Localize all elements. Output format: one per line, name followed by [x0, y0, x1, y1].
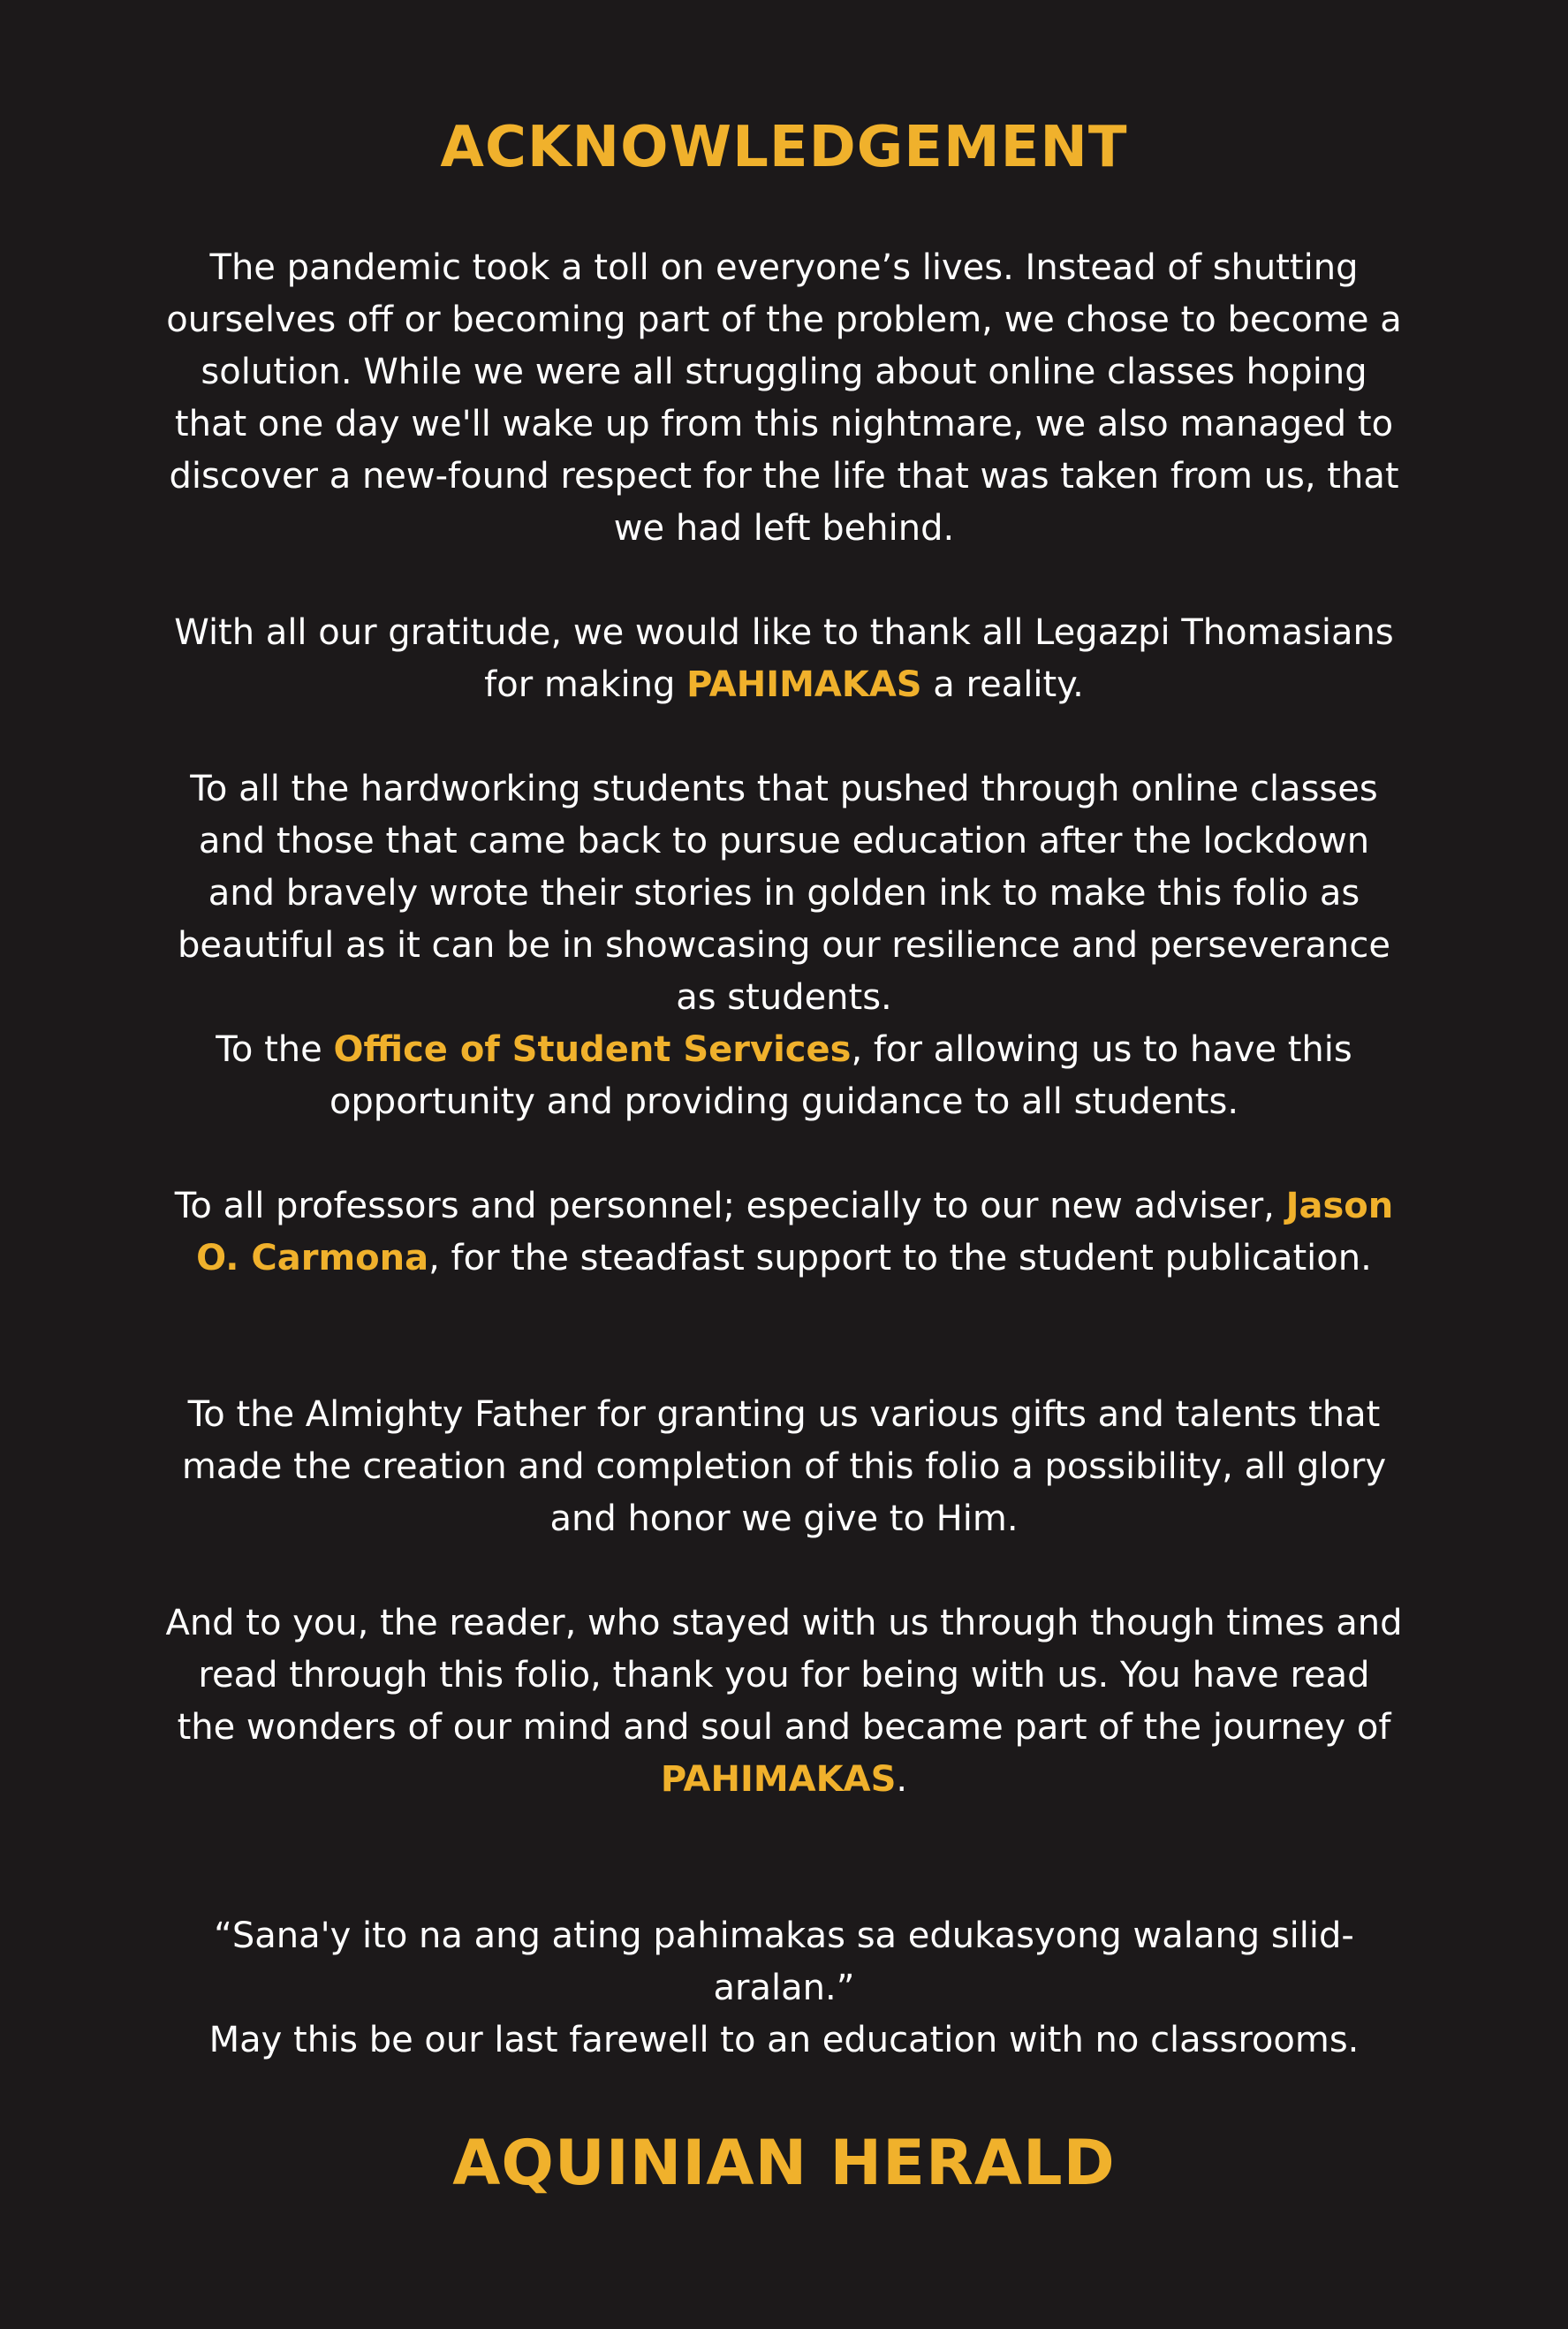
paragraph-students	[165, 763, 1403, 1024]
highlight-adviser-name: Jason O. Carmona	[196, 1186, 1394, 1278]
paragraph-text: The pandemic took a toll on everyone’s lives. Instead of shutting ourselves off or becoming part of the problem, we chose to become a solution. While we were all struggling about online classes hoping that one day we'll wake up from this nightmare, we also managed to discover a new-found respect for the life that was taken from us, that we had left behind.	[166, 247, 1402, 549]
paragraph-text: To all the hardworking students that pushed through online classes and those that came back to pursue education after the lockdown and bravely wrote their stories in golden ink to make this folio as beautiful as it can be in showcasing our resilience and perseverance as students.	[178, 769, 1390, 1018]
paragraph-pandemic	[165, 242, 1403, 555]
paragraph-text: , for allowing us to have this opportunity and providing guidance to all students.	[329, 1029, 1352, 1122]
paragraph-gratitude	[165, 607, 1403, 711]
paragraph-text: a reality.	[921, 664, 1084, 705]
paragraph-text: To the	[216, 1029, 334, 1070]
paragraph-text: And to you, the reader, who stayed with us through though times and read through this folio, thank you for being with us. You have read the wonders of our mind and soul and became part of the journey of	[165, 1603, 1403, 1748]
highlight-pahimakas: PAHIMAKAS	[686, 664, 922, 705]
page-title: ACKNOWLEDGEMENT	[440, 115, 1128, 180]
highlight-pahimakas: PAHIMAKAS	[660, 1759, 897, 1800]
paragraph-text: , for the steadfast support to the student publication.	[428, 1238, 1372, 1278]
closing-quote	[165, 1910, 1403, 2067]
paragraph-almighty	[165, 1389, 1403, 1545]
paragraph-text: To all professors and personnel; especially to our new adviser,	[174, 1186, 1286, 1226]
paragraph-oss	[165, 1024, 1403, 1128]
publication-name: AQUINIAN HERALD	[452, 2127, 1116, 2199]
highlight-office-of-student-services: Office of Student Services	[333, 1029, 852, 1070]
paragraph-professors	[165, 1180, 1403, 1285]
quote-filipino: “Sana'y ito na ang ating pahimakas sa edukasyong walang silid-aralan.”	[214, 1916, 1354, 2008]
paragraph-text: .	[896, 1759, 908, 1800]
quote-english: May this be our last farewell to an education with no classrooms.	[208, 2020, 1360, 2060]
paragraph-text: With all our gratitude, we would like to thank all Legazpi Thomasians for making	[174, 612, 1394, 705]
paragraph-text: To the Almighty Father for granting us various gifts and talents that made the creation and completion of this folio a possibility, all glory and honor we give to Him.	[181, 1394, 1387, 1539]
paragraph-reader	[165, 1597, 1403, 1806]
